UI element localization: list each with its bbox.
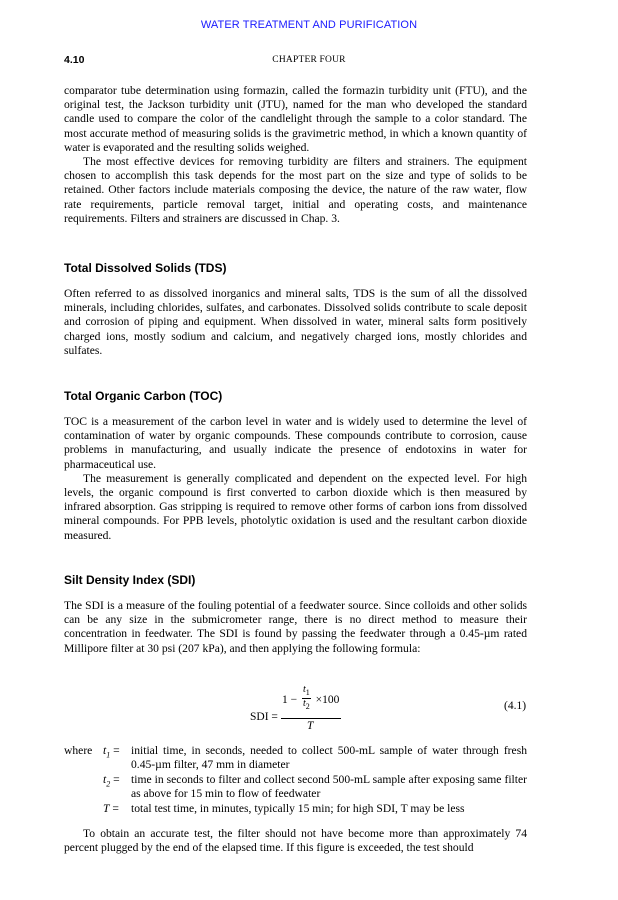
equation-number: (4.1) [504, 700, 527, 712]
sdi-section [64, 599, 527, 656]
tds-paragraph-1: Often referred to as dissolved inorganics and mineral salts, TDS is the sum of all the dissolved minerals, including chlorides, sulfates, and carbonates. Dissolved solids contribute to scale deposit and corrosion of piping and equipment. When dissolved in water, mineral salts form positively charged ions, mostly sodium and calcium, and negatively charged ions, mostly chlorides and sulfates. [64, 287, 527, 357]
toc-heading: Total Organic Carbon (TOC) [64, 389, 223, 403]
page-number: 4.10 [64, 54, 85, 66]
tds-section [64, 287, 527, 358]
intro-paragraph-2: The most effective devices for removing turbidity are filters and strainers. The equipment chosen to accomplish this task depends for the most part on the size and type of solids to be retained. Other factors include materials composing the device, the nature of the raw water, flow rate requirements, particle removal target, initial and operating costs, and maintenance requirements. Filters and strainers are discussed in Chap. 3. [64, 155, 527, 225]
closing-paragraph: To obtain an accurate test, the filter should not have become more than approximately 74 percent plugged by the end of the elapsed time. If this figure is exceeded, the test should [64, 827, 527, 855]
variable-symbol: $t_1$ = [103, 744, 120, 760]
equation-lhs: SDI = [250, 711, 278, 723]
tds-heading: Total Dissolved Solids (TDS) [64, 261, 227, 275]
equation-denominator: T [307, 720, 314, 732]
variable-symbol: T = [103, 802, 119, 815]
running-head: WATER TREATMENT AND PURIFICATION [200, 19, 418, 31]
variable-definition: initial time, in seconds, needed to collect 500-mL sample of water through fresh 0.45-µm filter, 47 mm in diameter [131, 744, 527, 772]
equation-fraction-line [281, 718, 341, 719]
equation-numerator: 1 − $\frac{t_1}{t_2}$ ×100 [282, 684, 340, 711]
variable-symbol: $t_2$ = [103, 773, 120, 789]
variable-definition: time in seconds to filter and collect second 500-mL sample after exposing same filter as above for 15 min to flow of feedwater [131, 773, 527, 801]
toc-paragraph-2: The measurement is generally complicated and dependent on the expected level. For high levels, the organic compound is first converted to carbon dioxide which is then measured by infrared absorption. Gas stripping is required to remove other forms of carbon ions from dissolved mineral compounds. For PPB levels, photolytic oxidation is used and the resultant carbon dioxide measured. [64, 471, 527, 542]
toc-paragraph-1: TOC is a measurement of the carbon level in water and is widely used to determine the level of contamination of water by organic compounds. These compounds contribute to corrosion, cause problems in manufacturing, and usually indicate the presence of endotoxins in water for pharmaceutical use. [64, 415, 527, 471]
chapter-label: CHAPTER FOUR [272, 55, 346, 65]
intro-section [64, 84, 527, 226]
sdi-paragraph-1: The SDI is a measure of the fouling potential of a feedwater source. Since colloids and other solids can be any size in the submicrometer range, there is no direct method to measure their concentration in feedwater. The SDI is found by passing the feedwater through a 0.45-µm rated Millipore filter at 30 psi (207 kPa), and then applying the following formula: [64, 599, 527, 655]
where-label: where [64, 744, 93, 757]
sdi-heading: Silt Density Index (SDI) [64, 573, 196, 587]
variable-definition: total test time, in minutes, typically 15 min; for high SDI, T may be less [131, 802, 465, 815]
closing-section [64, 827, 527, 855]
time-ratio: $\frac{t_1}{t_2}$ [303, 684, 310, 711]
intro-paragraph-1: comparator tube determination using formazin, called the formazin turbidity unit (FTU), and the original test, the Jackson turbidity unit (JTU), named for the man who developed the standard candle used to compare the color of the candlelight through the sample to a color standard. The most accurate method of measuring solids is the gravimetric method, in which a known quantity of water is evaporated and the resulting solids weighed. [64, 84, 527, 154]
toc-section [64, 415, 527, 543]
